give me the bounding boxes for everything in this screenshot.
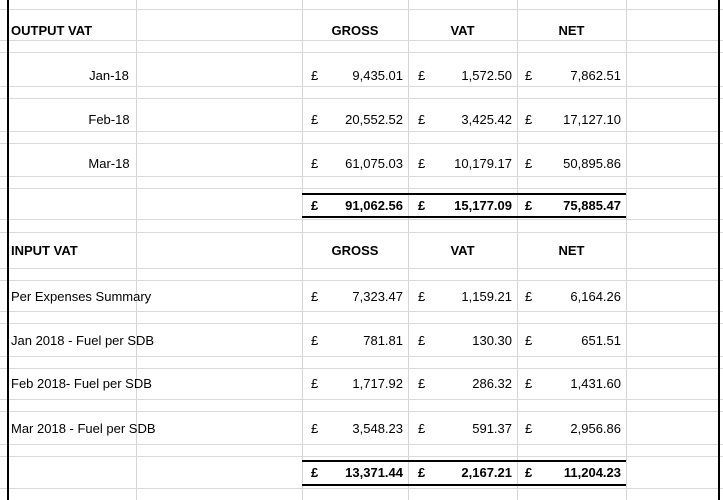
- currency-symbol: £: [311, 376, 319, 391]
- grid-line: [0, 368, 723, 369]
- total-vat: 2,167.21: [461, 465, 512, 480]
- currency-symbol: £: [525, 421, 533, 436]
- row-label: Jan 2018 - Fuel per SDB: [11, 333, 155, 348]
- grid-line: [0, 143, 723, 144]
- total-line-top: [302, 193, 626, 195]
- grid-line: [0, 219, 723, 220]
- currency-symbol: £: [525, 198, 533, 213]
- currency-symbol: £: [418, 112, 426, 127]
- currency-symbol: £: [311, 421, 319, 436]
- currency-symbol: £: [418, 421, 426, 436]
- vat-value: 130.30: [472, 333, 512, 348]
- total-net: 11,204.23: [563, 465, 621, 480]
- gross-value: 1,717.92: [352, 376, 403, 391]
- row-label: Feb 2018- Fuel per SDB: [11, 376, 152, 391]
- header-gross: GROSS: [331, 243, 379, 258]
- header-gross: GROSS: [331, 23, 379, 38]
- grid-line: [0, 399, 723, 400]
- row-label: Jan-18: [89, 68, 129, 83]
- header-net: NET: [558, 243, 585, 258]
- total-line-top: [302, 460, 626, 462]
- total-gross: 91,062.56: [345, 198, 403, 213]
- gross-value: 7,323.47: [352, 289, 403, 304]
- net-value: 1,431.60: [570, 376, 621, 391]
- currency-symbol: £: [311, 465, 319, 480]
- currency-symbol: £: [418, 68, 426, 83]
- currency-symbol: £: [311, 112, 319, 127]
- grid-line: [0, 86, 723, 87]
- grid-line: [0, 40, 723, 41]
- currency-symbol: £: [525, 289, 533, 304]
- input-vat-title: INPUT VAT: [11, 243, 78, 258]
- grid-line: [0, 411, 723, 412]
- net-value: 7,862.51: [570, 68, 621, 83]
- total-gross: 13,371.44: [345, 465, 403, 480]
- gross-value: 9,435.01: [352, 68, 403, 83]
- currency-symbol: £: [525, 112, 533, 127]
- grid-line: [0, 311, 723, 312]
- currency-symbol: £: [525, 156, 533, 171]
- gross-value: 781.81: [363, 333, 403, 348]
- output-vat-title: OUTPUT VAT: [11, 23, 93, 38]
- grid-line: [626, 0, 627, 500]
- gross-value: 61,075.03: [345, 156, 403, 171]
- row-label: Per Expenses Summary: [11, 289, 152, 304]
- net-value: 6,164.26: [570, 289, 621, 304]
- total-vat: 15,177.09: [454, 198, 512, 213]
- vat-value: 10,179.17: [454, 156, 512, 171]
- row-label: Mar 2018 - Fuel per SDB: [11, 421, 156, 436]
- grid-line: [0, 488, 723, 489]
- currency-symbol: £: [418, 465, 426, 480]
- currency-symbol: £: [418, 289, 426, 304]
- grid-line: [0, 176, 723, 177]
- row-label: Feb-18: [88, 112, 130, 127]
- currency-symbol: £: [418, 198, 426, 213]
- grid-line: [0, 232, 723, 233]
- currency-symbol: £: [418, 156, 426, 171]
- page-border-right: [718, 0, 720, 500]
- vat-value: 591.37: [472, 421, 512, 436]
- grid-line: [0, 98, 723, 99]
- grid-line: [0, 356, 723, 357]
- grid-line: [0, 188, 723, 189]
- vat-value: 1,159.21: [461, 289, 512, 304]
- currency-symbol: £: [418, 333, 426, 348]
- currency-symbol: £: [418, 376, 426, 391]
- total-line-bottom: [302, 484, 626, 486]
- currency-symbol: £: [525, 333, 533, 348]
- net-value: 2,956.86: [570, 421, 621, 436]
- grid-line: [0, 131, 723, 132]
- currency-symbol: £: [311, 289, 319, 304]
- net-value: 17,127.10: [563, 112, 621, 127]
- grid-line: [0, 323, 723, 324]
- vat-value: 1,572.50: [461, 68, 512, 83]
- currency-symbol: £: [525, 68, 533, 83]
- grid-line: [0, 9, 723, 10]
- grid-line: [0, 280, 723, 281]
- grid-line: [0, 456, 723, 457]
- net-value: 50,895.86: [563, 156, 621, 171]
- currency-symbol: £: [311, 333, 319, 348]
- header-vat: VAT: [450, 23, 475, 38]
- gross-value: 3,548.23: [352, 421, 403, 436]
- grid-line: [0, 268, 723, 269]
- net-value: 651.51: [581, 333, 621, 348]
- grid-line: [0, 52, 723, 53]
- vat-value: 286.32: [472, 376, 512, 391]
- total-net: 75,885.47: [563, 198, 621, 213]
- gross-value: 20,552.52: [345, 112, 403, 127]
- row-label: Mar-18: [88, 156, 130, 171]
- vat-value: 3,425.42: [461, 112, 512, 127]
- currency-symbol: £: [525, 465, 533, 480]
- currency-symbol: £: [311, 198, 319, 213]
- header-net: NET: [558, 23, 585, 38]
- currency-symbol: £: [311, 68, 319, 83]
- currency-symbol: £: [311, 156, 319, 171]
- total-line-bottom: [302, 216, 626, 218]
- header-vat: VAT: [450, 243, 475, 258]
- grid-line: [0, 444, 723, 445]
- currency-symbol: £: [525, 376, 533, 391]
